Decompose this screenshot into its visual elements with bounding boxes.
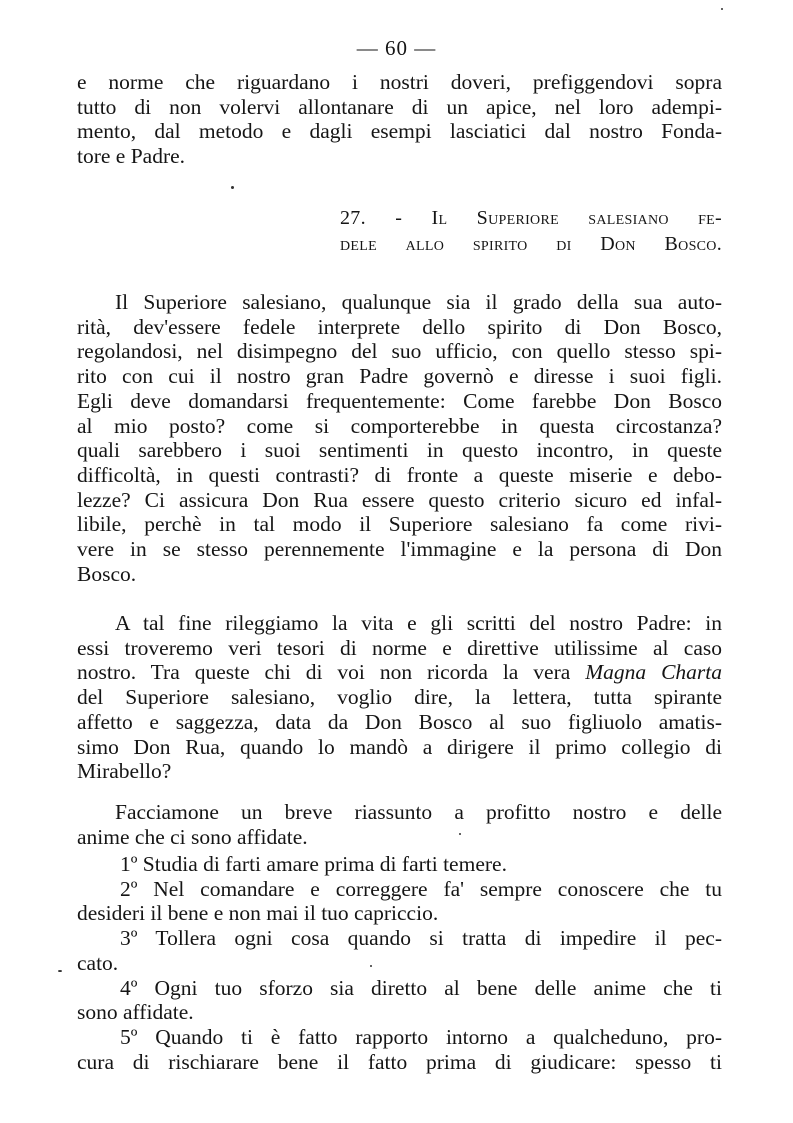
- text-line: [77, 660, 722, 685]
- heading-line: 27. - Il Superiore salesiano fe-: [340, 207, 722, 229]
- italic-title: Magna Charta: [585, 660, 722, 685]
- text-line: Mirabello?: [77, 759, 172, 784]
- text-line: tutto di non volervi allontanare di un apice, nel loro adempi-: [77, 94, 722, 119]
- paragraph-1: [77, 290, 722, 586]
- text-line: mento, dal metodo e dagli esempi lasciatici dal nostro Fonda-: [77, 119, 722, 144]
- rule-item-continuation: desideri il bene e non mai il tuo capriccio.: [77, 901, 439, 926]
- text-line: vere in se stesso perennemente l'immagine e la persona di Don: [77, 537, 722, 562]
- heading-line: dele allo spirito di Don Bosco.: [340, 233, 722, 255]
- text-line: regolandosi, nel disimpegno del suo ufficio, con quello stesso spi-: [77, 339, 722, 364]
- rule-item: 4º Ogni tuo sforzo sia diretto al bene delle anime che ti: [120, 975, 722, 1000]
- text-line: tore e Padre.: [77, 144, 186, 169]
- text-line: rità, dev'essere fedele interprete dello spirito di Don Bosco,: [77, 314, 722, 339]
- scan-speck: [231, 186, 234, 189]
- rule-item-continuation: sono affidate.: [77, 1000, 194, 1025]
- text-line: e norme che riguardano i nostri doveri, prefiggendovi sopra: [77, 70, 722, 94]
- rule-item-continuation: cato.: [77, 950, 119, 975]
- text-line: affetto e saggezza, data da Don Bosco al suo figliuolo amatis-: [77, 709, 722, 734]
- text-line: Il Superiore salesiano, qualunque sia il grado della sua auto-: [115, 290, 722, 314]
- rule-item: 5º Quando ti è fatto rapporto intorno a qualcheduno, pro-: [120, 1024, 722, 1049]
- text-line: Bosco.: [77, 561, 137, 586]
- text-line: lezze? Ci assicura Don Rua essere questo criterio sicuro ed infal-: [77, 487, 722, 512]
- text-line: essi troveremo veri tesori di norme e direttive utilissime al caso: [77, 635, 722, 660]
- scan-speck: [370, 965, 372, 967]
- scan-speck: [58, 970, 62, 972]
- text-line: rito con cui il nostro gran Padre governò e diresse i suoi figli.: [77, 364, 722, 389]
- section-heading: [340, 205, 722, 257]
- text-line: simo Don Rua, quando lo mandò a dirigere il primo collegio di: [77, 734, 722, 759]
- text-line: al mio posto? come si comporterebbe in questa circostanza?: [77, 413, 722, 438]
- rule-item: 3º Tollera ogni cosa quando si tratta di impedire il pec-: [120, 926, 722, 951]
- text-line: quali sarebbero i suoi sentimenti in questo incontro, in queste: [77, 438, 722, 463]
- intro-paragraph: [77, 70, 722, 169]
- text-line: A tal fine rileggiamo la vita e gli scritti del nostro Padre: in: [115, 611, 722, 635]
- text-line: Facciamone un breve riassunto a profitto nostro e delle: [115, 800, 722, 824]
- text-line: del Superiore salesiano, voglio dire, la lettera, tutta spirante: [77, 685, 722, 710]
- text-line: difficoltà, in questi contrasti? di fronte a queste miserie e debo-: [77, 462, 722, 487]
- text-line: Egli deve domandarsi frequentemente: Come farebbe Don Bosco: [77, 388, 722, 413]
- text-fragment: nostro. Tra queste chi di voi non ricorda la vera: [77, 660, 586, 685]
- rule-item: 1º Studia di farti amare prima di farti temere.: [120, 852, 507, 876]
- page-number: — 60 —: [356, 36, 437, 60]
- rules-list: [77, 852, 722, 1074]
- rule-item: 2º Nel comandare e correggere fa' sempre conoscere che tu: [120, 876, 722, 901]
- paragraph-3: [77, 800, 722, 849]
- text-line: anime che ci sono affidate.: [77, 824, 308, 849]
- paragraph-2: [77, 611, 722, 784]
- rule-item-continuation: cura di rischiarare bene il fatto prima di giudicare: spesso ti: [77, 1049, 722, 1074]
- scan-speck: [459, 833, 461, 835]
- text-line: libile, perchè in tal modo il Superiore salesiano fa come rivi-: [77, 512, 722, 537]
- scan-speck: [721, 8, 723, 10]
